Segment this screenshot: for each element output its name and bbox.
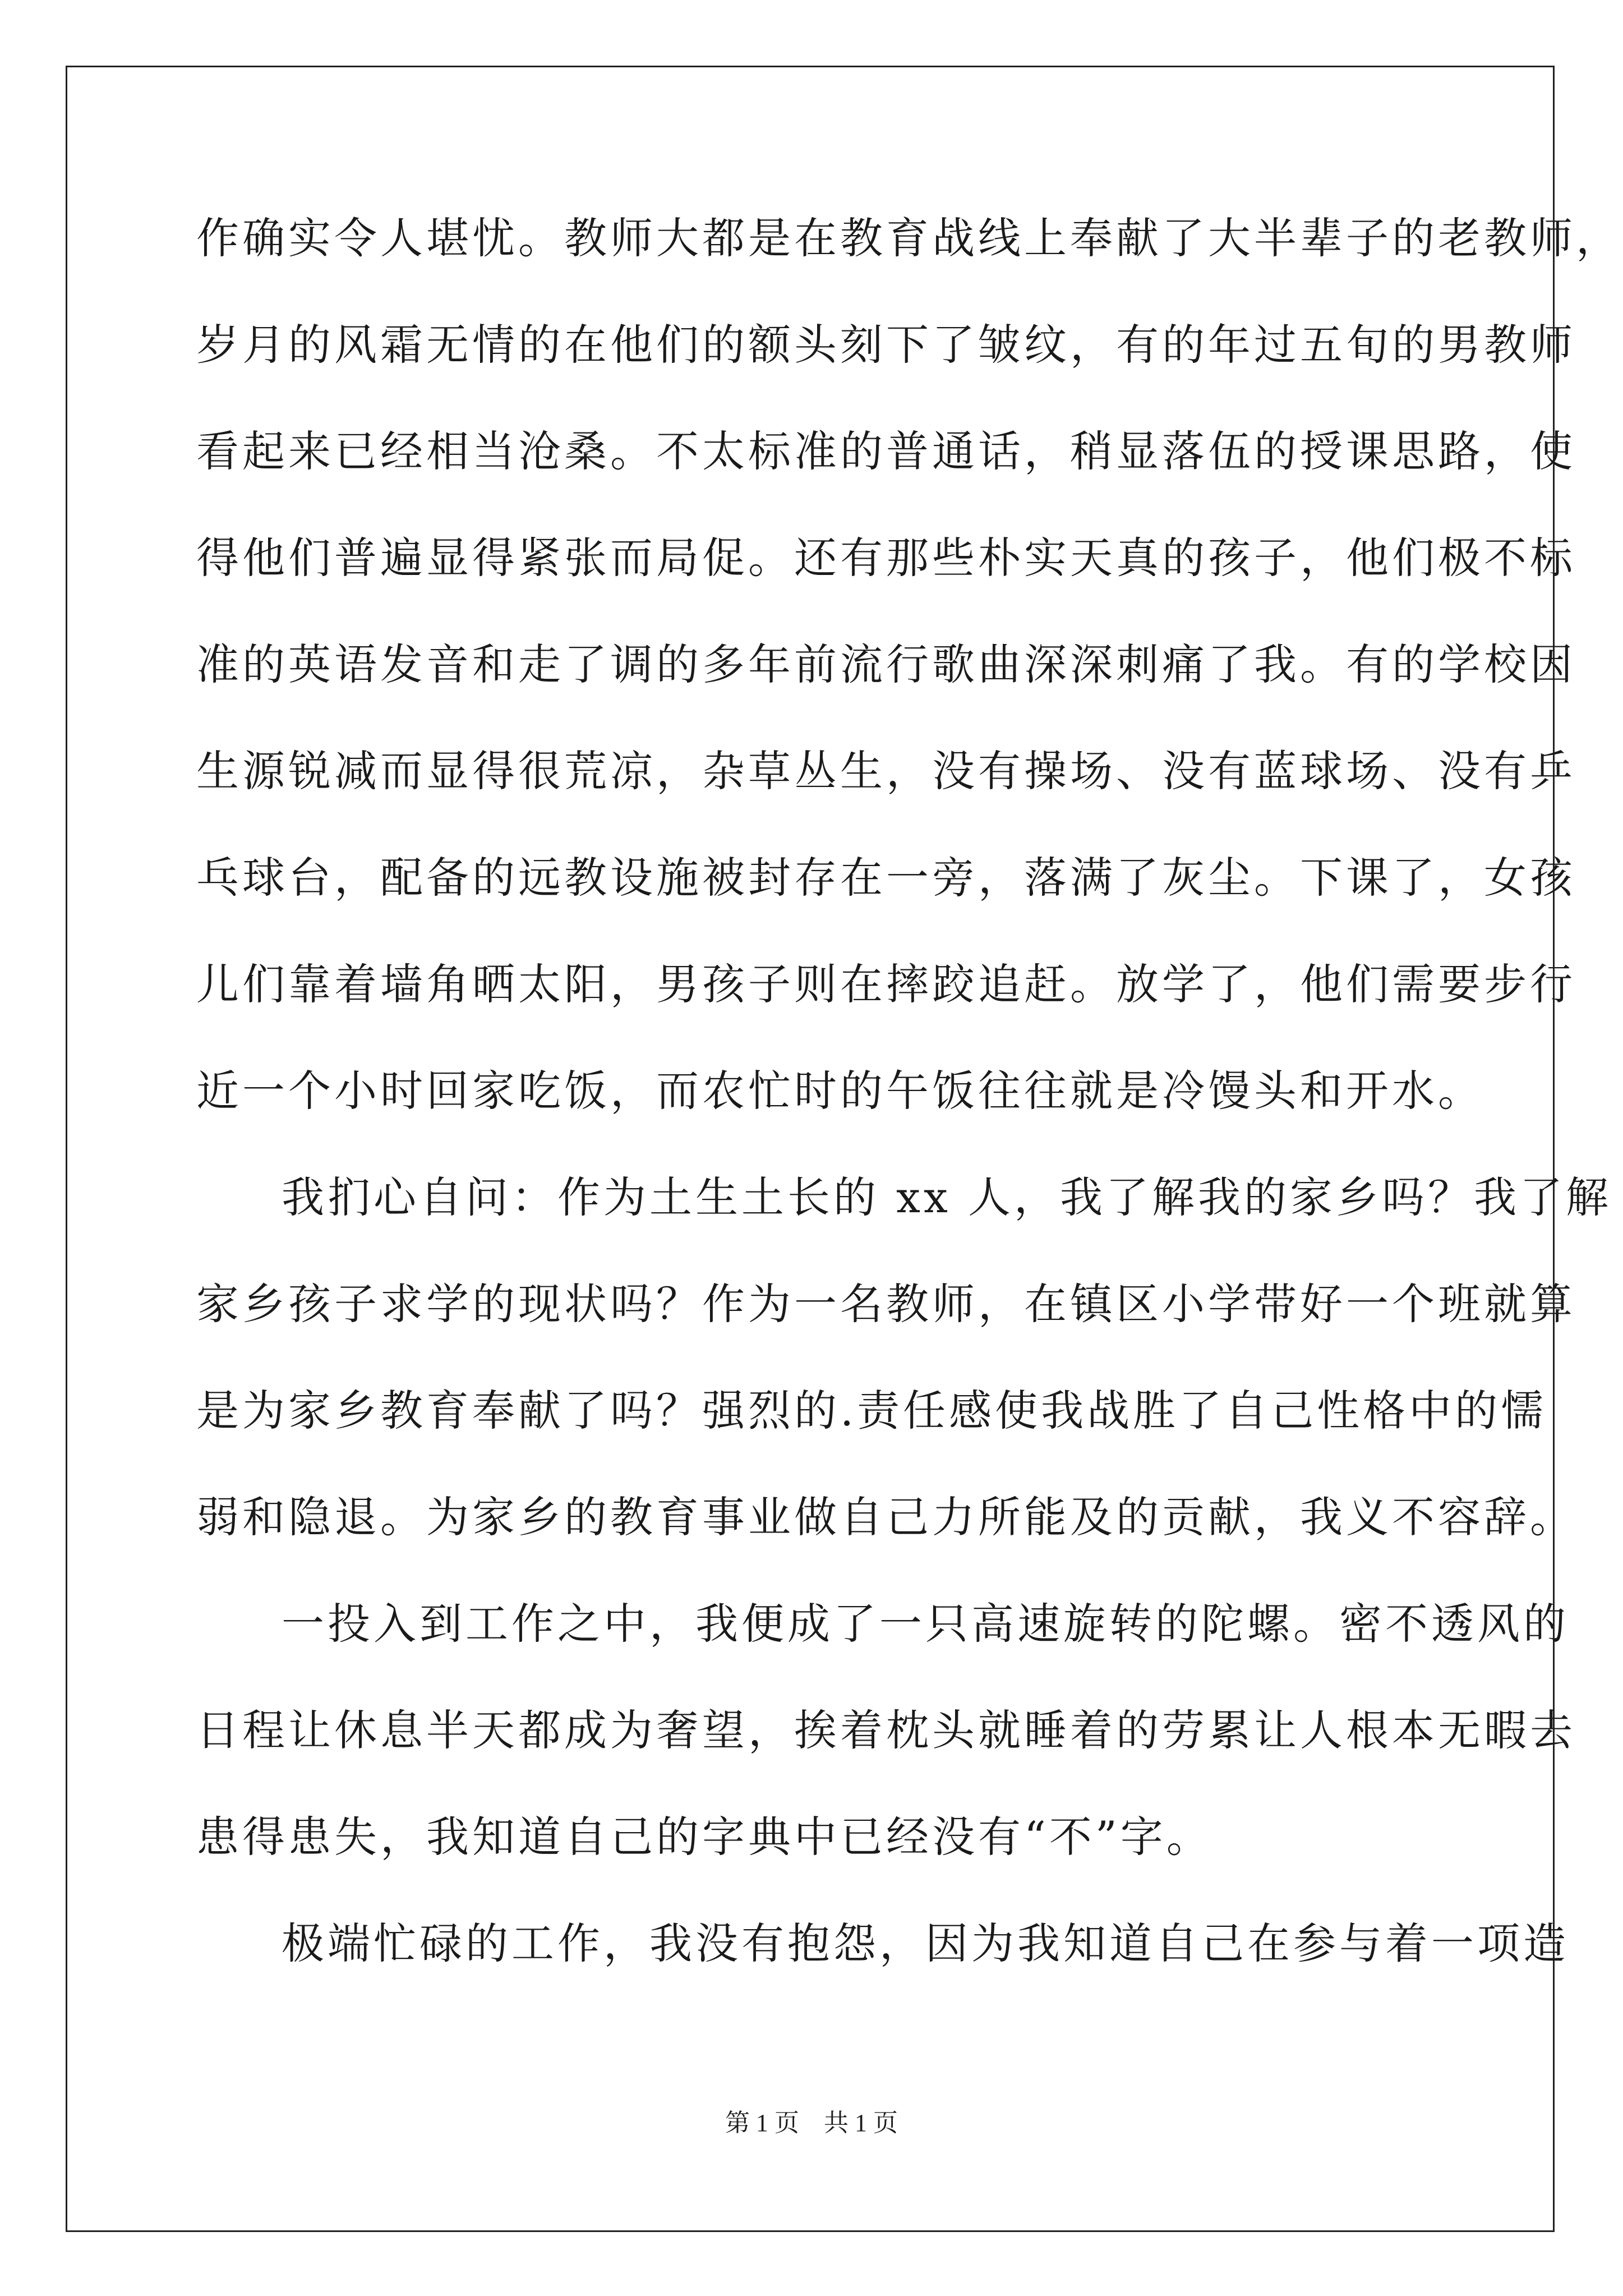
page-footer — [0, 2106, 1623, 2140]
paragraph-3 — [196, 1571, 1576, 1890]
text-line: 弱和隐退。为家乡的教育事业做自己力所能及的贡献，我义不容辞。 — [196, 1492, 1576, 1542]
text-line: 日程让休息半天都成为奢望，挨着枕头就睡着的劳累让人根本无暇去 — [196, 1705, 1576, 1755]
text-line: 一投入到工作之中，我便成了一只高速旋转的陀螺。密不透风的 — [282, 1599, 1569, 1649]
page-number: 第 1 页 — [725, 2109, 799, 2137]
paragraph-4 — [196, 1890, 1569, 1997]
text-line: 看起来已经相当沧桑。不太标准的普通话，稍显落伍的授课思路，使 — [196, 426, 1576, 476]
document-body — [196, 185, 1622, 1997]
paragraph-2 — [196, 1144, 1612, 1571]
text-line: 乓球台，配备的远教设施被封存在一旁，落满了灰尘。下课了，女孩 — [196, 853, 1576, 903]
text-line: 儿们靠着墙角晒太阳，男孩子则在摔跤追赶。放学了，他们需要步行 — [196, 959, 1576, 1009]
text-line: 家乡孩子求学的现状吗？作为一名教师，在镇区小学带好一个班就算 — [196, 1279, 1576, 1329]
page-total: 共 1 页 — [824, 2109, 898, 2137]
text-line: 患得患失，我知道自己的字典中已经没有“不”字。 — [196, 1812, 1212, 1862]
text-line: 极端忙碌的工作，我没有抱怨，因为我知道自己在参与着一项造 — [282, 1918, 1569, 1968]
text-line: 得他们普遍显得紧张而局促。还有那些朴实天真的孩子，他们极不标 — [196, 533, 1576, 583]
text-line: 近一个小时回家吃饭，而农忙时的午饭往往就是冷馒头和开水。 — [196, 1066, 1484, 1116]
text-line: 准的英语发音和走了调的多年前流行歌曲深深刺痛了我。有的学校因 — [196, 639, 1576, 689]
text-line: 是为家乡教育奉献了吗？强烈的.责任感使我战胜了自己性格中的懦 — [196, 1386, 1547, 1435]
text-line: 生源锐减而显得很荒凉，杂草丛生，没有操场、没有蓝球场、没有乒 — [196, 746, 1576, 796]
text-line: 作确实令人堪忧。教师大都是在教育战线上奉献了大半辈子的老教师， — [196, 213, 1622, 263]
text-line: 岁月的风霜无情的在他们的额头刻下了皱纹，有的年过五旬的男教师 — [196, 320, 1576, 370]
paragraph-1 — [196, 185, 1622, 1144]
text-line: 我扪心自问：作为土生土长的 xx 人，我了解我的家乡吗？我了解 — [282, 1172, 1612, 1222]
